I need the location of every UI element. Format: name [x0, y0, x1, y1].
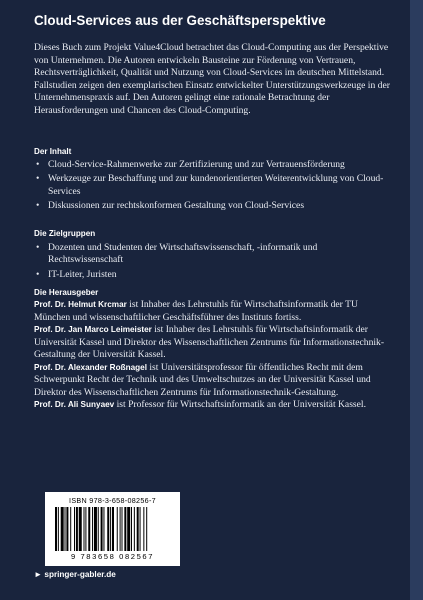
bullet-icon: • — [36, 268, 40, 280]
editor-entry: Prof. Dr. Alexander Roßnagel ist Universitätsprofessor für öffentliches Recht mit dem Schwerpunkt Recht der Technik und des Umweltschutzes an der Universität Kassel und Direktor des Wissenschaftlichen Zentrums für Informationstechnik-Gestaltung. — [34, 361, 371, 398]
herausgeber-heading: Die Herausgeber — [34, 288, 99, 297]
list-item: • Cloud-Service-Rahmenwerke zur Zertifizierung und zur Vertrauensförderung — [36, 159, 345, 170]
arrow-right-icon: ► — [34, 570, 43, 579]
barcode-bar — [55, 507, 57, 551]
editor-name: Prof. Dr. Ali Sunyaev — [34, 400, 115, 409]
zielgruppen-list — [34, 242, 392, 283]
list-item: • Dozenten und Studenten der Wirtschaftswissenschaft, -informatik und Rechtswissenschaft — [36, 242, 318, 266]
publisher-url[interactable]: ► springer-gabler.de — [34, 570, 116, 579]
bullet-icon: • — [36, 242, 40, 253]
barcode-bar — [88, 507, 90, 551]
barcode-bar — [120, 507, 121, 551]
editor-name: Prof. Dr. Alexander Roßnagel — [34, 362, 147, 372]
barcode-bar — [61, 507, 64, 551]
barcode-bar — [98, 507, 99, 551]
barcode-bar — [122, 507, 123, 551]
barcode-bar — [70, 507, 71, 551]
barcode-bar — [110, 507, 111, 551]
barcode-bar — [124, 507, 126, 551]
barcode-bar — [131, 507, 132, 551]
barcode-digits: 9 783658 082567 — [70, 552, 155, 561]
zielgruppen-heading: Die Zielgruppen — [34, 229, 96, 238]
barcode-bar — [140, 507, 141, 551]
barcode-bar — [94, 507, 97, 551]
herausgeber-list — [34, 299, 392, 412]
barcode-bar — [112, 507, 114, 551]
barcode-bar — [79, 507, 82, 551]
book-title: Cloud-Services aus der Geschäftsperspektive — [34, 13, 326, 28]
editor-name: Prof. Dr. Helmut Krcmar — [34, 300, 127, 309]
list-item: • Diskussionen zur rechtskonformen Gestaltung von Cloud-Services — [36, 200, 305, 212]
isbn-barcode — [45, 492, 180, 566]
barcode-bar — [137, 507, 139, 551]
barcode-bar — [66, 507, 68, 551]
barcode-bar — [65, 507, 66, 551]
barcode-bar — [103, 507, 104, 551]
barcode-bar — [58, 507, 59, 551]
barcode-bar — [85, 507, 86, 551]
bullet-icon: • — [36, 159, 40, 170]
editor-entry: Prof. Dr. Helmut Krcmar ist Inhaber des Lehrstuhls für Wirtschaftsinformatik der TU München und wissenschaftlicher Geschäftsführer des Instituts fortiss. — [34, 299, 358, 323]
inhalt-list — [34, 159, 392, 215]
barcode-bar — [117, 507, 118, 551]
editor-entry: Prof. Dr. Jan Marco Leimeister ist Inhaber des Lehrstuhls für Wirtschaftsinformatik der Universität Kassel und Direktor des Wissenschaftlichen Zentrums für Informationstechnik-Gestaltung der Universität Kassel. — [34, 324, 385, 360]
editor-name: Prof. Dr. Jan Marco Leimeister — [34, 325, 152, 334]
isbn-label: ISBN 978-3-658-08256-7 — [69, 496, 156, 505]
inhalt-heading: Der Inhalt — [34, 147, 72, 156]
barcode-bar — [146, 507, 147, 551]
bullet-icon: • — [36, 200, 40, 212]
barcode-bar — [74, 507, 75, 551]
barcode-bar — [84, 507, 85, 551]
list-item: • Werkzeuge zur Beschaffung und zur kundenorientierten Weiterentwicklung von Cloud-Services — [36, 173, 384, 197]
spine-edge-strip — [410, 0, 423, 600]
editor-entry: Prof. Dr. Ali Sunyaev ist Professor für Wirtschaftsinformatik an der Universität Kassel. — [34, 399, 366, 410]
list-item: • IT-Leiter, Juristen — [36, 268, 117, 280]
barcode-bar — [134, 507, 135, 551]
intro-paragraph: Dieses Buch zum Projekt Value4Cloud betrachtet das Cloud-Computing aus der Perspektive von Unternehmen. Die Autoren entwickeln Bausteine zur Förderung von Vertrauen, Rechtsverträglichkeit, Qualität und Nutzung von Cloud-Services im deutschen Mittelstand. Fallstudien zeigen den exemplarischen Einsatz entwickelter Unterstützungswerkzeuge in der Unternehmenspraxis auf. Den Autoren gelingt eine rationale Betrachtung der Herausforderungen und Chancen des Cloud-Computing. — [34, 42, 390, 116]
barcode-bar — [127, 507, 130, 551]
barcode-bar — [107, 507, 109, 551]
barcode-bar — [76, 507, 78, 551]
barcode-bars — [55, 507, 172, 551]
bullet-icon: • — [36, 173, 40, 185]
barcode-bar — [101, 507, 103, 551]
barcode-bar — [92, 507, 93, 551]
barcode-bar — [143, 507, 144, 551]
